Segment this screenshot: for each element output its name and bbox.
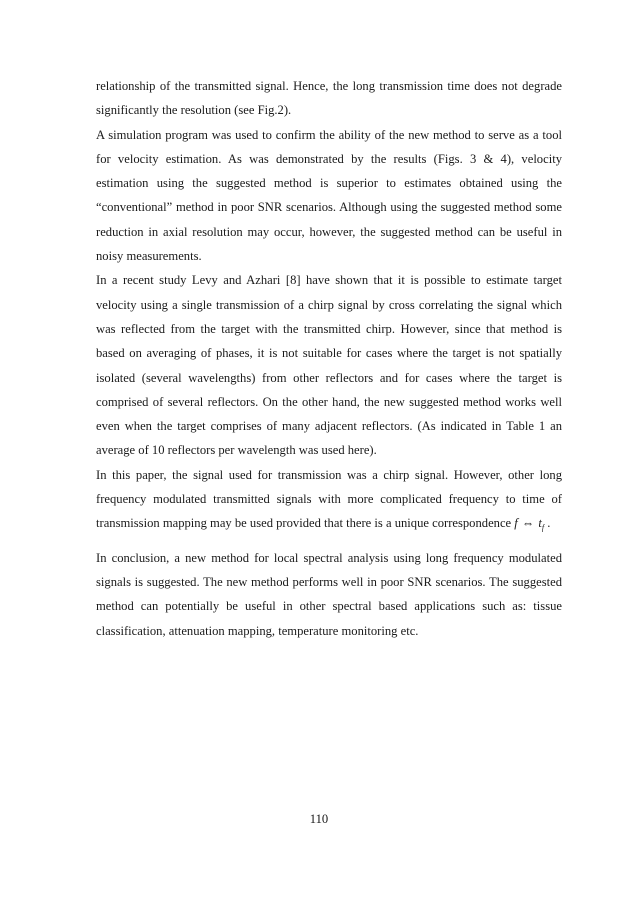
paragraph-simulation: A simulation program was used to confirm the ability of the new method to serve as a tool for velocity estimation. As was demonstrated by the results (Figs. 3 & 4), velocity estimation using the suggested method is superior to estimates obtained using the “conventional” method in poor SNR scenarios. Although using the suggested method some reduction in axial resolution may occur, however, the suggested method can be useful in noisy measurements.: [96, 127, 562, 264]
formula-t: t: [538, 516, 542, 531]
page-number: 110: [309, 812, 329, 826]
paragraph-chirp-signal: [96, 463, 562, 541]
formula-f: f: [514, 516, 518, 531]
paragraph-conclusion: In conclusion, a new method for local spectral analysis using long frequency modulated signals is suggested. The new method performs well in poor SNR scenarios. The suggested method can potentially be useful in other spectral based applications such as: tissue classification, attenuation mapping, temperature monitoring etc.: [96, 550, 562, 638]
formula-subscript: f: [541, 523, 545, 533]
body-text: [96, 74, 562, 643]
paragraph-resolution: relationship of the transmitted signal. Hence, the long transmission time does not degrade significantly the resolution (see Fig.2).: [96, 79, 562, 118]
formula-arrow: ⇔: [521, 516, 535, 531]
correspondence-formula: [514, 516, 545, 533]
paragraph-previous-study: In a recent study Levy and Azhari [8] have shown that it is possible to estimate target velocity using a single transmission of a chirp signal by cross correlating the signal which was reflected from the target with the transmitted chirp. However, since that method is based on averaging of phases, it is not suitable for cases where the target is not spatially isolated (several wavelengths) from other reflectors and for cases where the target is comprised of several reflectors. On the other hand, the new suggested method works well even when the target comprises of many adjacent reflectors. (As indicated in Table 1 an average of 10 reflectors per wavelength was used here).: [96, 273, 562, 458]
formula-end: .: [544, 516, 551, 531]
chirp-signal-text: In this paper, the signal used for transmission was a chirp signal. However, other long frequency modulated transmitted signals with more complicated frequency to time of transmission mapping may be used provided that there is a unique correspondence: [96, 467, 562, 531]
